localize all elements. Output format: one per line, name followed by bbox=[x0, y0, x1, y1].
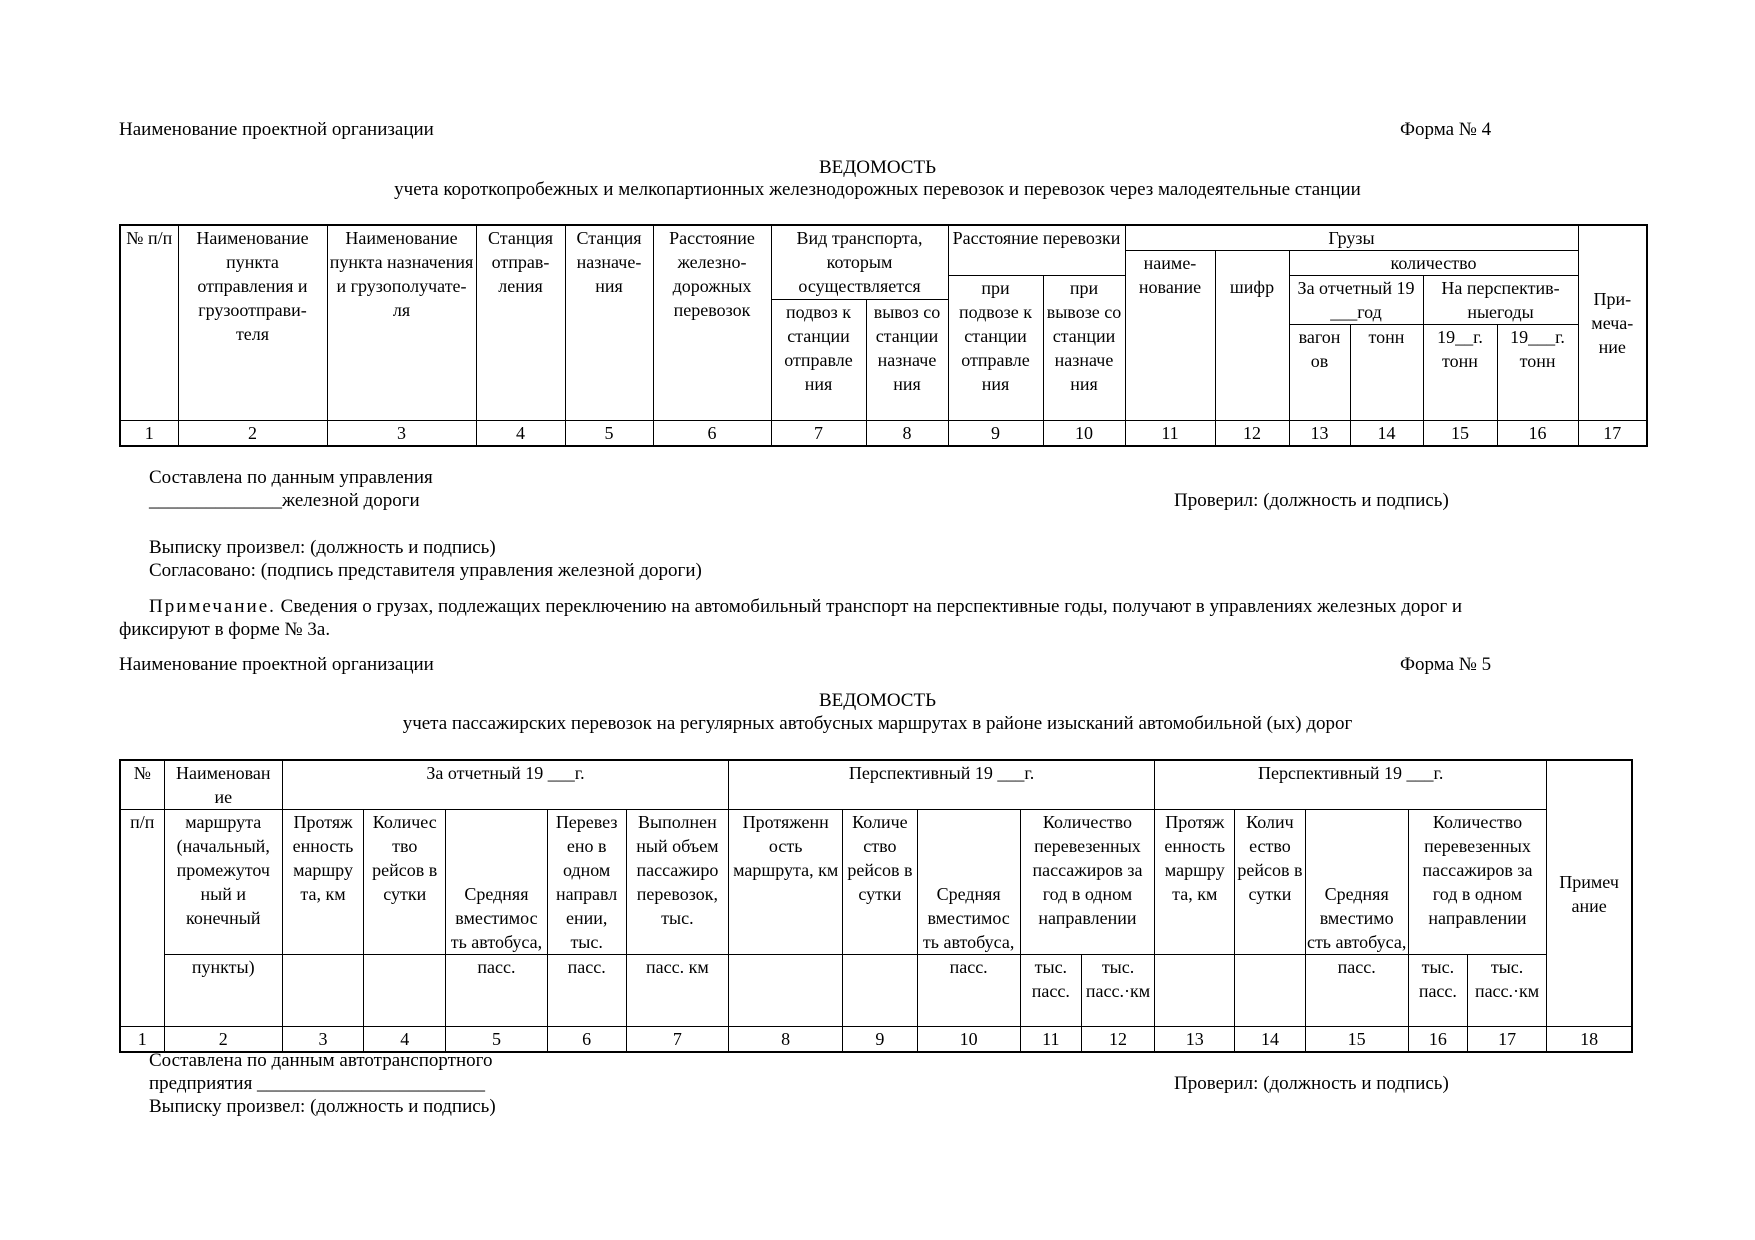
header-wagons: вагон ов bbox=[1289, 325, 1350, 421]
header-f-thous-pass: тыс. пасс. bbox=[1020, 955, 1081, 1027]
header-capacity-unit: пасс. bbox=[446, 955, 547, 1027]
header-arrival-station: Станция назначе- ния bbox=[565, 225, 653, 421]
col-number: 3 bbox=[327, 421, 476, 447]
col-number: 9 bbox=[843, 1027, 917, 1053]
form5-table bbox=[119, 759, 1633, 1053]
col-number: 8 bbox=[866, 421, 948, 447]
header-report-year: За отчетный 19 ___г. bbox=[282, 760, 728, 810]
col-number: 6 bbox=[547, 1027, 626, 1053]
form5-compiled-line2: предприятия ________________________ bbox=[149, 1073, 486, 1094]
form4-compiled-line2: ______________железной дороги bbox=[149, 490, 420, 511]
form4-note bbox=[149, 596, 1462, 619]
col-number: 13 bbox=[1155, 1027, 1235, 1053]
header-route-c: пункты) bbox=[164, 955, 282, 1027]
col-number: 7 bbox=[771, 421, 866, 447]
header-removal: вывоз со станции назначе ния bbox=[866, 300, 948, 421]
header-departure-station: Станция отправ- ления bbox=[476, 225, 565, 421]
empty-cell bbox=[282, 955, 363, 1027]
header-carried-unit: пасс. bbox=[547, 955, 626, 1027]
form5-form-number: Форма № 5 bbox=[1400, 654, 1492, 675]
col-number: 4 bbox=[364, 1027, 446, 1053]
form4-compiled-line1: Составлена по данным управления bbox=[149, 467, 433, 488]
col-number: 14 bbox=[1235, 1027, 1305, 1053]
header-g-trips: Колич ество рейсов в сутки bbox=[1235, 810, 1305, 955]
col-number: 17 bbox=[1578, 421, 1647, 447]
header-g-passengers: Количество перевезенных пассажиров за год в одном направлении bbox=[1408, 810, 1546, 955]
form5-column-numbers bbox=[120, 1027, 1632, 1053]
col-number: 2 bbox=[164, 1027, 282, 1053]
col-number: 16 bbox=[1497, 421, 1578, 447]
col-number: 10 bbox=[917, 1027, 1020, 1053]
col-number: 2 bbox=[178, 421, 327, 447]
header-trips: Количес тво рейсов в сутки bbox=[364, 810, 446, 955]
header-num-a: № bbox=[120, 760, 164, 810]
col-number: 6 bbox=[653, 421, 771, 447]
form4-title: ВЕДОМОСТЬ bbox=[819, 157, 936, 178]
form5-org-label: Наименование проектной организации bbox=[119, 654, 434, 675]
empty-cell bbox=[843, 955, 917, 1027]
col-number: 18 bbox=[1547, 1027, 1632, 1053]
col-number: 12 bbox=[1081, 1027, 1154, 1053]
form5-checked: Проверил: (должность и подпись) bbox=[1174, 1073, 1449, 1094]
header-future2: Перспективный 19 ___г. bbox=[1155, 760, 1547, 810]
header-distance: Расстояние перевозки bbox=[948, 225, 1125, 276]
col-number: 9 bbox=[948, 421, 1043, 447]
header-rail-distance: Расстояние железно- дорожных перевозок bbox=[653, 225, 771, 421]
header-g-thous-pass: тыс. пасс. bbox=[1408, 955, 1467, 1027]
col-number: 10 bbox=[1043, 421, 1125, 447]
header-volume: Выполнен ный объем пассажиро перевозок, тыс. bbox=[626, 810, 728, 955]
col-number: 5 bbox=[565, 421, 653, 447]
header-f-capacity: Средняя вместимос ть автобуса, bbox=[917, 810, 1020, 955]
header-f-capacity-unit: пасс. bbox=[917, 955, 1020, 1027]
header-at-delivery: при подвозе к станции отправле ния bbox=[948, 276, 1043, 421]
header-f-thous-pkm: тыс. пасс.·км bbox=[1081, 955, 1154, 1027]
col-number: 3 bbox=[282, 1027, 363, 1053]
header-g-length: Протяж енность маршру та, км bbox=[1155, 810, 1235, 955]
col-number: 13 bbox=[1289, 421, 1350, 447]
form4-column-numbers bbox=[120, 421, 1647, 447]
form5-title: ВЕДОМОСТЬ bbox=[819, 690, 936, 711]
note-text: Сведения о грузах, подлежащих переключению на автомобильный транспорт на перспективные годы, получают в управлениях железных дорог и bbox=[275, 596, 1463, 617]
header-cargo: Грузы bbox=[1125, 225, 1578, 251]
col-number: 5 bbox=[446, 1027, 547, 1053]
header-cargo-code: шифр bbox=[1215, 251, 1289, 421]
header-transport-type: Вид транспорта, которым осуществляется bbox=[771, 225, 948, 300]
header-future1-tons: 19__г. тонн bbox=[1423, 325, 1497, 421]
header-quantity: количество bbox=[1289, 251, 1578, 276]
header-future-years: На перспектив- ныегоды bbox=[1423, 276, 1578, 325]
col-number: 8 bbox=[729, 1027, 843, 1053]
form4-note-cont: фиксируют в форме № 3а. bbox=[119, 619, 331, 640]
empty-cell bbox=[1155, 955, 1235, 1027]
header-g-capacity-unit: пасс. bbox=[1305, 955, 1408, 1027]
header-future2-tons: 19___г. тонн bbox=[1497, 325, 1578, 421]
header-f-passengers: Количество перевезенных пассажиров за год в одном направлении bbox=[1020, 810, 1154, 955]
form4-form-number: Форма № 4 bbox=[1400, 119, 1492, 140]
header-origin: Наименование пункта отправления и грузоотправи- теля bbox=[178, 225, 327, 421]
header-g-thous-pkm: тыс. пасс.·км bbox=[1467, 955, 1546, 1027]
form5-subtitle: учета пассажирских перевозок на регулярных автобусных маршрутах в районе изысканий автомобильной (ых) дорог bbox=[402, 713, 1353, 734]
col-number: 15 bbox=[1305, 1027, 1408, 1053]
empty-cell bbox=[1235, 955, 1305, 1027]
note-label: Примечание. bbox=[149, 596, 276, 617]
form4-checked: Проверил: (должность и подпись) bbox=[1174, 490, 1449, 511]
header-volume-unit: пасс. км bbox=[626, 955, 728, 1027]
header-tons: тонн bbox=[1350, 325, 1423, 421]
col-number: 7 bbox=[626, 1027, 728, 1053]
col-number: 4 bbox=[476, 421, 565, 447]
form5-extract: Выписку произвел: (должность и подпись) bbox=[149, 1096, 496, 1117]
header-destination: Наименование пункта назначения и грузополучате- ля bbox=[327, 225, 476, 421]
header-f-trips: Количе ство рейсов в сутки bbox=[843, 810, 917, 955]
header-capacity: Средняя вместимос ть автобуса, bbox=[446, 810, 547, 955]
header-f-length: Протяженн ость маршрута, км bbox=[729, 810, 843, 955]
header-delivery: подвоз к станции отправле ния bbox=[771, 300, 866, 421]
empty-cell bbox=[364, 955, 446, 1027]
header-future1: Перспективный 19 ___г. bbox=[729, 760, 1155, 810]
col-number: 12 bbox=[1215, 421, 1289, 447]
header-g-capacity: Средняя вместимо сть автобуса, bbox=[1305, 810, 1408, 955]
header-route-b: маршрута (начальный, промежуточ ный и конечный bbox=[164, 810, 282, 955]
form4-table bbox=[119, 224, 1648, 447]
col-number: 15 bbox=[1423, 421, 1497, 447]
form4-org-label: Наименование проектной организации bbox=[119, 119, 434, 140]
header-route-a: Наименован ие bbox=[164, 760, 282, 810]
col-number: 11 bbox=[1125, 421, 1215, 447]
header-report-year: За отчетный 19 ___год bbox=[1289, 276, 1423, 325]
header-num-b: п/п bbox=[120, 810, 164, 1027]
form4-subtitle: учета короткопробежных и мелкопартионных железнодорожных перевозок и перевозок через малодеятельные станции bbox=[394, 179, 1361, 200]
empty-cell bbox=[729, 955, 843, 1027]
col-number: 17 bbox=[1467, 1027, 1546, 1053]
col-number: 11 bbox=[1020, 1027, 1081, 1053]
col-number: 16 bbox=[1408, 1027, 1467, 1053]
col-number: 14 bbox=[1350, 421, 1423, 447]
header-at-removal: при вывозе со станции назначе ния bbox=[1043, 276, 1125, 421]
header-length: Протяж енность маршру та, км bbox=[282, 810, 363, 955]
header-carried: Перевез ено в одном направл ении, тыс. bbox=[547, 810, 626, 955]
header-note: При- меча- ние bbox=[1578, 225, 1647, 421]
header-note: Примеч ание bbox=[1547, 760, 1632, 1027]
form4-agreed: Согласовано: (подпись представителя управления железной дороги) bbox=[149, 560, 702, 581]
header-cargo-name: наиме- нование bbox=[1125, 251, 1215, 421]
col-number: 1 bbox=[120, 421, 178, 447]
form5-compiled-line1: Составлена по данным автотранспортного bbox=[149, 1050, 493, 1071]
header-num: № п/п bbox=[120, 225, 178, 421]
form4-extract: Выписку произвел: (должность и подпись) bbox=[149, 537, 496, 558]
col-number: 1 bbox=[120, 1027, 164, 1053]
